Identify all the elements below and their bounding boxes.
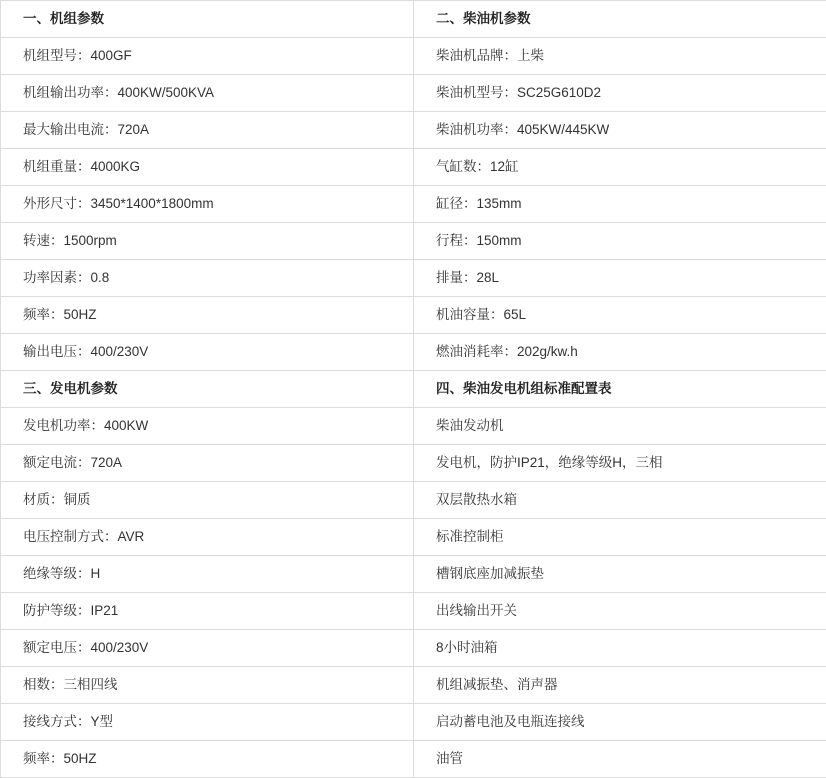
table-row: [1, 334, 826, 371]
spec-cell: 出线输出开关: [414, 593, 826, 630]
spec-cell: 电压控制方式：AVR: [1, 519, 414, 556]
spec-cell: 双层散热水箱: [414, 482, 826, 519]
spec-cell: 柴油机品牌：上柴: [414, 38, 826, 75]
table-row: [1, 75, 826, 112]
spec-cell: 频率：50HZ: [1, 297, 414, 334]
table-row: [1, 630, 826, 667]
spec-cell: 气缸数：12缸: [414, 149, 826, 186]
spec-cell: 绝缘等级：H: [1, 556, 414, 593]
table-row: [1, 704, 826, 741]
table-row: [1, 482, 826, 519]
spec-cell: 外形尺寸：3450*1400*1800mm: [1, 186, 414, 223]
section-header-cell: 三、发电机参数: [1, 371, 414, 408]
spec-cell: 启动蓄电池及电瓶连接线: [414, 704, 826, 741]
table-row: [1, 519, 826, 556]
spec-cell: 行程：150mm: [414, 223, 826, 260]
spec-cell: 功率因素：0.8: [1, 260, 414, 297]
spec-cell: 标准控制柜: [414, 519, 826, 556]
table-row: [1, 445, 826, 482]
spec-cell: 机组重量：4000KG: [1, 149, 414, 186]
spec-cell: 机油容量：65L: [414, 297, 826, 334]
spec-cell: 槽钢底座加减振垫: [414, 556, 826, 593]
spec-cell: 接线方式：Y型: [1, 704, 414, 741]
spec-cell: 燃油消耗率：202g/kw.h: [414, 334, 826, 371]
table-row: [1, 38, 826, 75]
spec-cell: 频率：50HZ: [1, 741, 414, 778]
spec-cell: 柴油机功率：405KW/445KW: [414, 112, 826, 149]
table-row: [1, 667, 826, 704]
spec-cell: 额定电压：400/230V: [1, 630, 414, 667]
table-row: [1, 260, 826, 297]
spec-cell: 防护等级：IP21: [1, 593, 414, 630]
spec-cell: 缸径：135mm: [414, 186, 826, 223]
specification-table-body: [1, 1, 826, 778]
table-row: [1, 556, 826, 593]
spec-cell: 额定电流：720A: [1, 445, 414, 482]
table-row: [1, 371, 826, 408]
table-row: [1, 149, 826, 186]
spec-cell: 柴油机型号：SC25G610D2: [414, 75, 826, 112]
spec-cell: 材质：铜质: [1, 482, 414, 519]
spec-cell: 8小时油箱: [414, 630, 826, 667]
spec-cell: 机组输出功率：400KW/500KVA: [1, 75, 414, 112]
spec-cell: 相数：三相四线: [1, 667, 414, 704]
table-row: [1, 408, 826, 445]
spec-cell: 发电机功率：400KW: [1, 408, 414, 445]
table-row: [1, 186, 826, 223]
spec-cell: 最大输出电流：720A: [1, 112, 414, 149]
table-row: [1, 1, 826, 38]
section-header-cell: 二、柴油机参数: [414, 1, 826, 38]
spec-cell: 发电机，防护IP21，绝缘等级H，三相: [414, 445, 826, 482]
table-row: [1, 112, 826, 149]
table-row: [1, 593, 826, 630]
section-header-cell: 一、机组参数: [1, 1, 414, 38]
spec-cell: 柴油发动机: [414, 408, 826, 445]
spec-cell: 机组型号：400GF: [1, 38, 414, 75]
table-row: [1, 223, 826, 260]
spec-cell: 输出电压：400/230V: [1, 334, 414, 371]
spec-cell: 转速：1500rpm: [1, 223, 414, 260]
spec-cell: 机组减振垫、消声器: [414, 667, 826, 704]
table-row: [1, 297, 826, 334]
section-header-cell: 四、柴油发电机组标准配置表: [414, 371, 826, 408]
table-row: [1, 741, 826, 778]
spec-cell: 油管: [414, 741, 826, 778]
spec-cell: 排量：28L: [414, 260, 826, 297]
